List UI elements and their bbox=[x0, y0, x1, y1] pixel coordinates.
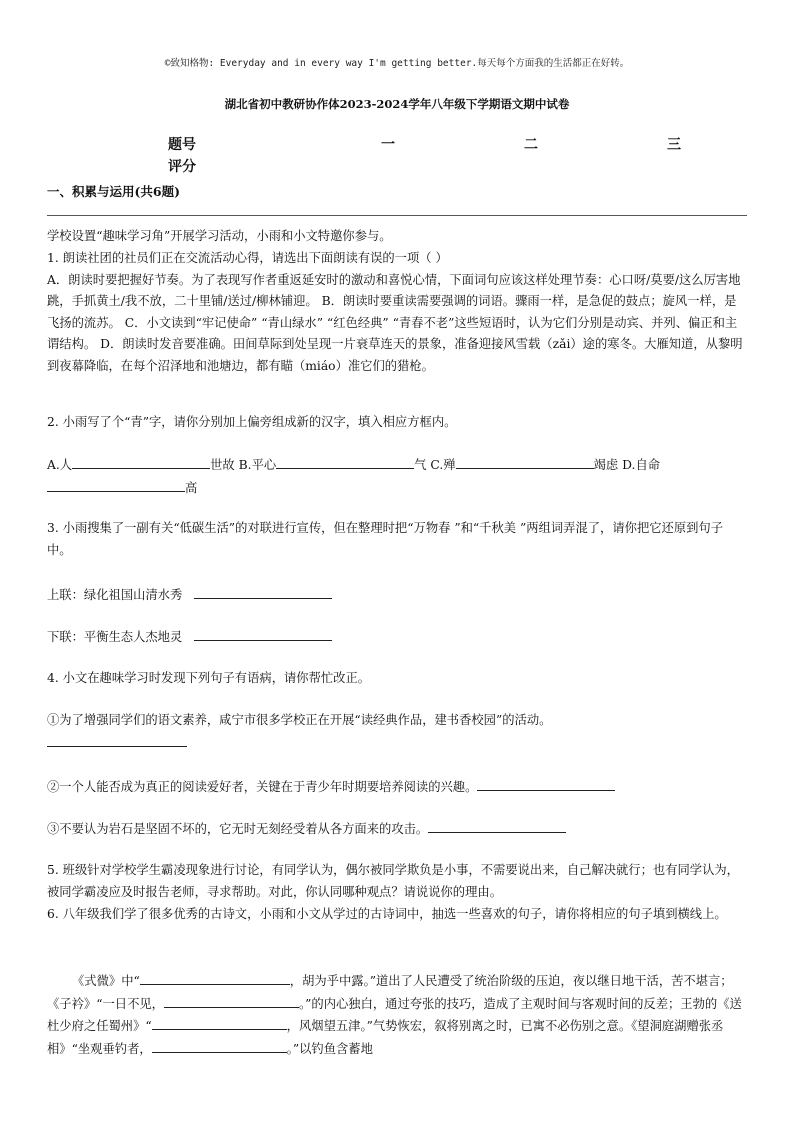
q4-blank-1[interactable] bbox=[47, 732, 187, 747]
question-2-stem: 2. 小雨写了个“青”字，请你分别加上偏旁组成新的汉字，填入相应方框内。 bbox=[47, 415, 457, 429]
q2-option-a-after: 世故 bbox=[210, 458, 235, 472]
q6-part-3: 。”的内心独白，通过夸张的技巧，造成了主观时间与客观时间的反差；王勃的《送杜少府之任蜀州》“ bbox=[47, 996, 742, 1033]
q2-blank-c[interactable] bbox=[456, 454, 594, 469]
q2-option-b-after: 气 bbox=[414, 458, 427, 472]
couplet-upper: 上联：绿化祖国山清水秀 bbox=[47, 588, 183, 602]
page-title: 湖北省初中教研协作体2023-2024学年八年级下学期语文期中试卷 bbox=[224, 97, 570, 111]
q6-part-2: ，胡为乎中露。”道出了人民遭受了统治阶级的压迫，夜以继日地干活，苦不堪言；《子衿》“一日不见， bbox=[47, 974, 733, 1011]
q4-blank-3[interactable] bbox=[428, 818, 566, 833]
section-intro: 学校设置“趣味学习角”开展学习活动，小雨和小文特邀你参与。 bbox=[47, 229, 392, 243]
q4-sentence-2-text: ②一个人能否成为真正的阅读爱好者，关键在于青少年时期要培养阅读的兴趣。 bbox=[47, 780, 478, 794]
q2-blank-a[interactable] bbox=[72, 454, 210, 469]
q2-option-b: B.平心 bbox=[238, 458, 277, 472]
q4-sentence-3-text: ③不要认为岩石是坚固不坏的，它无时无刻经受着从各方面来的攻击。 bbox=[47, 822, 429, 836]
q6-part-5: 。”以钓鱼含蓄地 bbox=[286, 1041, 373, 1056]
q4-sentence-1-text: ①为了增强同学们的语文素养，咸宁市很多学校正在开展“读经典作品，建书香校园”的活动。 bbox=[47, 713, 552, 727]
question-4-sentence-3 bbox=[47, 818, 747, 841]
score-table-col-2: 二 bbox=[524, 137, 538, 153]
couplet-upper-blank[interactable] bbox=[194, 584, 332, 599]
section-divider bbox=[47, 215, 747, 216]
score-table-row-label-number: 题号 bbox=[168, 137, 196, 153]
question-4-sentence-1 bbox=[47, 710, 747, 754]
section-heading: 一、积累与运用(共6题) bbox=[47, 184, 181, 199]
q6-blank-3[interactable] bbox=[152, 1015, 287, 1030]
score-table-row-label-score: 评分 bbox=[168, 159, 196, 175]
question-1-options: A．朗读时要把握好节奏。为了表现写作者重返延安时的激动和喜悦心情，下面词句应该这样处理节奏：心口呀/莫要/这么厉害地跳，手抓黄土/我不放，二十里铺/送过/柳林铺迎。 B．朗读时要重读需要强调的词语。骤雨一样，是急促的鼓点；旋风一样，是飞扬的流苏。 C．小文读到“牢记使命” “青山绿水” “红色经典” “青春不老”这些短语时，认为它们分别是动宾、并列、偏正和主谓结构。 D．朗读时发音要准确。田间草际到处呈现一片衰草连天的景象，准备迎接风雪载（zǎi）途的寒冬。大雁知道，从黎明到夜幕降临，在每个沼泽地和池塘边，都有瞄（miáo）准它们的猎枪。 bbox=[47, 272, 743, 373]
q2-option-d-after: 高 bbox=[185, 480, 198, 495]
q2-option-d: D.自命 bbox=[622, 458, 661, 472]
q2-option-a: A.人 bbox=[47, 458, 73, 472]
q6-part-4: ，风烟望五津。”气势恢宏，叙将别离之时，已寓不必伤别之意。《望洞庭湖赠张丞相》“坐观垂钓者， bbox=[47, 1019, 724, 1056]
q6-blank-4[interactable] bbox=[152, 1038, 287, 1053]
q6-blank-1[interactable] bbox=[140, 970, 290, 985]
q2-blank-d[interactable] bbox=[47, 477, 185, 492]
header-motto: ©致知格物: Everyday and in every way I'm getting better.每天每个方面我的生活都正在好转。 bbox=[164, 58, 630, 69]
q2-option-c: C.殚 bbox=[430, 458, 456, 472]
question-3-upper bbox=[47, 584, 747, 607]
q2-blank-b[interactable] bbox=[276, 454, 414, 469]
score-table-col-1: 一 bbox=[381, 137, 395, 153]
question-5: 5. 班级针对学校学生霸凌现象进行讨论，有同学认为，偶尔被同学欺负是小事，不需要说出来，自己解决就行；也有同学认为，被同学霸凌应及时报告老师，寻求帮助。对此，你认同哪种观点？请说说你的理由。 bbox=[47, 863, 739, 899]
question-1 bbox=[47, 248, 747, 377]
question-6-passage bbox=[47, 970, 747, 1060]
question-4-stem: 4. 小文在趣味学习时发现下列句子有语病，请你帮忙改正。 bbox=[47, 671, 371, 685]
q2-option-c-after: 竭虑 bbox=[593, 458, 619, 472]
question-4-sentence-2 bbox=[47, 776, 747, 799]
couplet-lower-blank[interactable] bbox=[194, 626, 332, 641]
q4-blank-2[interactable] bbox=[477, 776, 615, 791]
couplet-lower: 下联：平衡生态人杰地灵 bbox=[47, 630, 183, 644]
q6-part-1: 《式微》中“ bbox=[72, 974, 140, 988]
question-6-stem: 6. 八年级我们学了很多优秀的古诗文，小雨和小文从学过的古诗词中，抽选一些喜欢的句子，请你将相应的句子填到横线上。 bbox=[47, 907, 727, 921]
q6-blank-2[interactable] bbox=[164, 993, 299, 1008]
question-1-stem: 1. 朗读社团的社员们正在交流活动心得，请选出下面朗读有误的一项（ ） bbox=[47, 251, 448, 265]
question-3-lower bbox=[47, 626, 747, 649]
score-table-col-3: 三 bbox=[667, 137, 681, 153]
question-3-stem: 3. 小雨搜集了一副有关“低碳生活”的对联进行宣传，但在整理时把“万物春 ”和“千秋美 ”两组词弄混了，请你把它还原到句子中。 bbox=[47, 521, 724, 557]
question-2-blanks bbox=[47, 454, 747, 499]
